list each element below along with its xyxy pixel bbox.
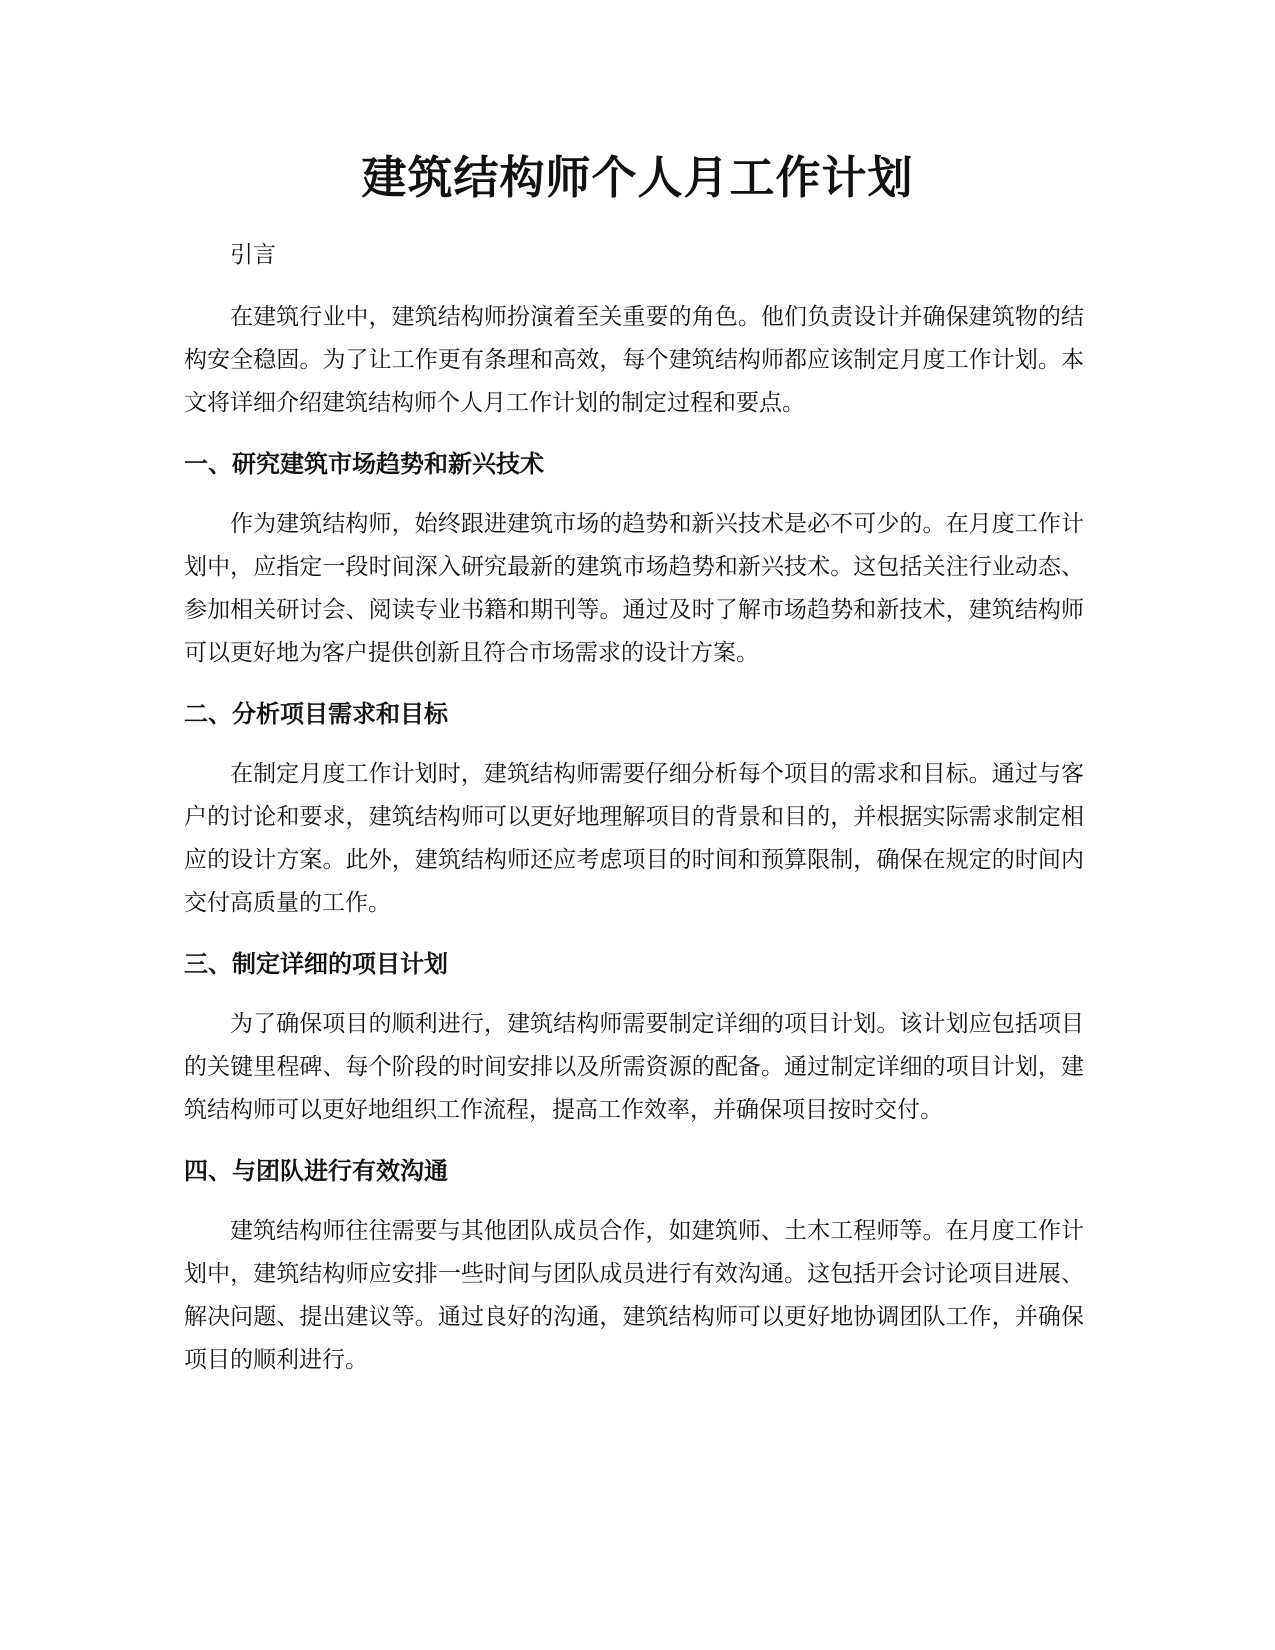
section-paragraph-1: 作为建筑结构师，始终跟进建筑市场的趋势和新兴技术是必不可少的。在月度工作计划中，应指定一段时间深入研究最新的建筑市场趋势和新兴技术。这包括关注行业动态、参加相关研讨会、阅读专业书籍和期刊等。通过及时了解市场趋势和新技术，建筑结构师可以更好地为客户提供创新且符合市场需求的设计方案。 <box>184 511 1084 666</box>
document-body <box>184 234 1084 1400</box>
section-paragraph-4: 建筑结构师往往需要与其他团队成员合作，如建筑师、土木工程师等。在月度工作计划中，建筑结构师应安排一些时间与团队成员进行有效沟通。这包括开会讨论项目进展、解决问题、提出建议等。通过良好的沟通，建筑结构师可以更好地协调团队工作，并确保项目的顺利进行。 <box>184 1218 1084 1373</box>
intro-label: 引言 <box>230 242 276 268</box>
section-heading-3: 三、制定详细的项目计划 <box>184 950 448 978</box>
document-title: 建筑结构师个人月工作计划 <box>361 151 914 204</box>
section-heading-2: 二、分析项目需求和目标 <box>184 700 448 728</box>
section-heading-4: 四、与团队进行有效沟通 <box>184 1157 448 1185</box>
section-paragraph-3: 为了确保项目的顺利进行，建筑结构师需要制定详细的项目计划。该计划应包括项目的关键里程碑、每个阶段的时间安排以及所需资源的配备。通过制定详细的项目计划，建筑结构师可以更好地组织工作流程，提高工作效率，并确保项目按时交付。 <box>184 1011 1084 1123</box>
intro-paragraph: 在建筑行业中，建筑结构师扮演着至关重要的角色。他们负责设计并确保建筑物的结构安全稳固。为了让工作更有条理和高效，每个建筑结构师都应该制定月度工作计划。本文将详细介绍建筑结构师个人月工作计划的制定过程和要点。 <box>184 304 1084 416</box>
section-paragraph-2: 在制定月度工作计划时，建筑结构师需要仔细分析每个项目的需求和目标。通过与客户的讨论和要求，建筑结构师可以更好地理解项目的背景和目的，并根据实际需求制定相应的设计方案。此外，建筑结构师还应考虑项目的时间和预算限制，确保在规定的时间内交付高质量的工作。 <box>184 761 1084 916</box>
section-heading-1: 一、研究建筑市场趋势和新兴技术 <box>184 450 544 478</box>
